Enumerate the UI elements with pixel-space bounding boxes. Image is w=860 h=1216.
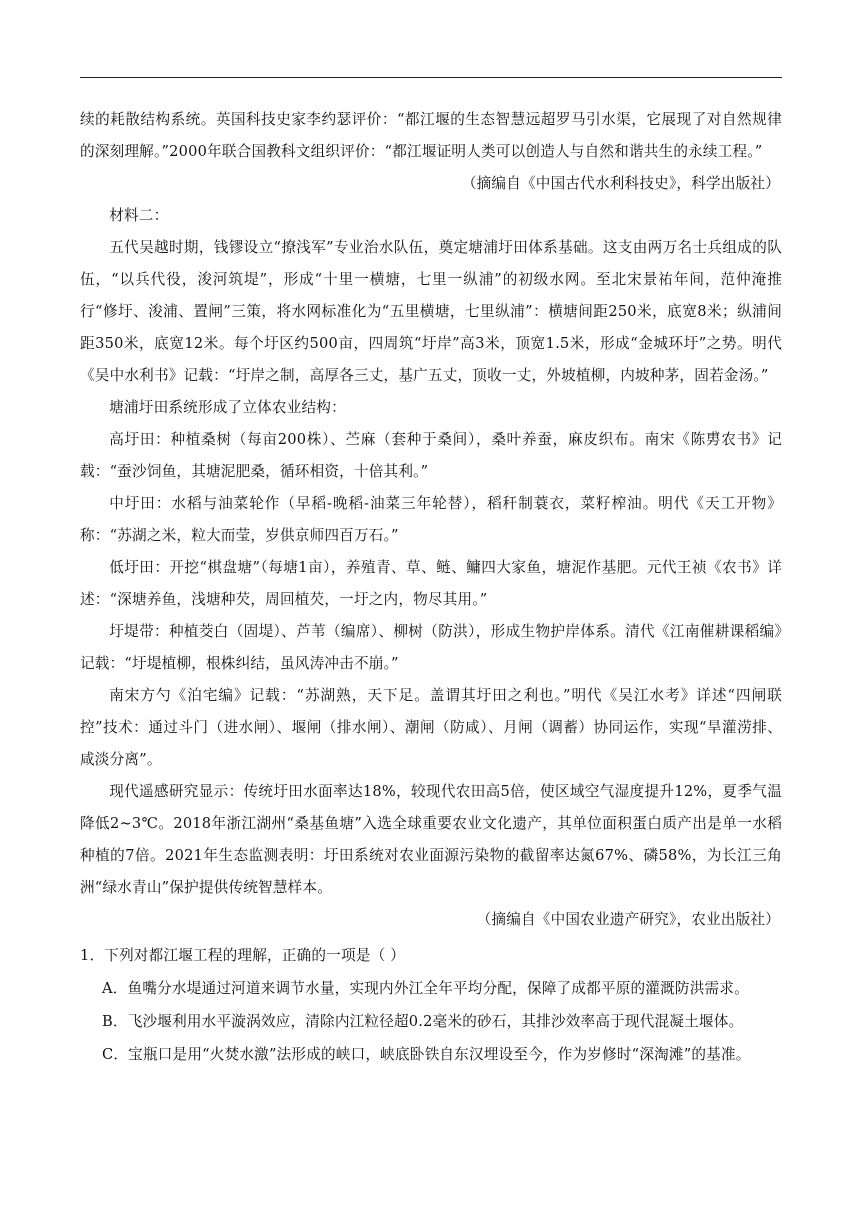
paragraph: 南宋方勺《泊宅编》记载：“苏湖熟，天下足。盖谓其圩田之利也。”明代《吴江水考》详述“四闸联控”技术：通过斗门（进水闸）、堰闸（排水闸）、潮闸（防咸）、月闸（调蓄）协同运作，实现“旱灌涝排、咸淡分离”。 <box>80 687 782 768</box>
option-a: A．鱼嘴分水堤通过河道来调节水量，实现内外江全年平均分配，保障了成都平原的灌溉防洪需求。 <box>102 980 749 997</box>
document-content <box>80 104 782 1071</box>
source-citation: （摘编自《中国农业遗产研究》，农业出版社） <box>476 911 780 928</box>
source-citation: （摘编自《中国古代水利科技史》，科学出版社） <box>461 175 780 192</box>
paragraph: 圩堤带：种植茭白（固堤）、芦苇（编席）、柳树（防洪），形成生物护岸体系。清代《江南催耕课稻编》记载：“圩堤植柳，根株纠结，虽风涛冲击不崩。” <box>80 623 782 672</box>
paragraph: 现代遥感研究显示：传统圩田水面率达18%，较现代农田高5倍，使区域空气湿度提升12%，夏季气温降低2~3℃。2018年浙江湖州“桑基鱼塘”入选全球重要农业文化遗产，其单位面积蛋白质产出是单一水稻种植的7倍。2021年生态监测表明：圩田系统对农业面源污染物的截留率达氮67%、磷58%，为长江三角洲“绿水青山”保护提供传统智慧样本。 <box>80 783 782 896</box>
paragraph: 中圩田：水稻与油菜轮作（早稻-晚稻-油菜三年轮替），稻秆制蓑衣，菜籽榨油。明代《天工开物》称：“苏湖之米，粒大而莹，岁供京师四百万石。” <box>80 495 782 544</box>
header-rule <box>80 77 782 78</box>
paragraph: 高圩田：种植桑树（每亩200株）、苎麻（套种于桑间），桑叶养蚕，麻皮织布。南宋《陈旉农书》记载：“蚕沙饲鱼，其塘泥肥桑，循环相资，十倍其利。” <box>80 431 782 480</box>
paragraph-continuation: 续的耗散结构系统。英国科技史家李约瑟评价：“都江堰的生态智慧远超罗马引水渠，它展现了对自然规律的深刻理解。”2000年联合国教科文组织评价：“都江堰证明人类可以创造人与自然和谐共生的永续工程。” <box>80 111 782 160</box>
section-heading: 材料二： <box>109 207 169 224</box>
paragraph: 五代吴越时期，钱镠设立“撩浅军”专业治水队伍，奠定塘浦圩田体系基础。这支由两万名士兵组成的队伍，“以兵代役，浚河筑堤”，形成“十里一横塘，七里一纵浦”的初级水网。至北宋景祐年间，范仲淹推行“修圩、浚浦、置闸”三策，将水网标准化为“五里横塘，七里纵浦”：横塘间距250米，底宽8米；纵浦间距350米，底宽12米。每个圩区约500亩，四周筑“圩岸”高3米，顶宽1.5米，形成“金城环圩”之势。明代《吴中水利书》记载：“圩岸之制，高厚各三丈，基广五丈，顶收一丈，外坡植柳，内坡种茅，固若金汤。” <box>80 239 782 384</box>
option-c: C．宝瓶口是用“火焚水激”法形成的峡口，峡底卧铁自东汉埋设至今，作为岁修时“深淘滩”的基准。 <box>102 1046 751 1063</box>
option-b: B．飞沙堰利用水平漩涡效应，清除内江粒径超0.2毫米的砂石，其排沙效率高于现代混凝土堰体。 <box>102 1013 744 1030</box>
question-stem: 1．下列对都江堰工程的理解，正确的一项是（ ） <box>80 947 405 964</box>
paragraph: 低圩田：开挖“棋盘塘”（每塘1亩），养殖青、草、鲢、鳙四大家鱼，塘泥作基肥。元代王祯《农书》详述：“深塘养鱼，浅塘种芡，周回植芡，一圩之内，物尽其用。” <box>80 559 782 608</box>
paragraph: 塘浦圩田系统形成了立体农业结构： <box>109 399 346 416</box>
